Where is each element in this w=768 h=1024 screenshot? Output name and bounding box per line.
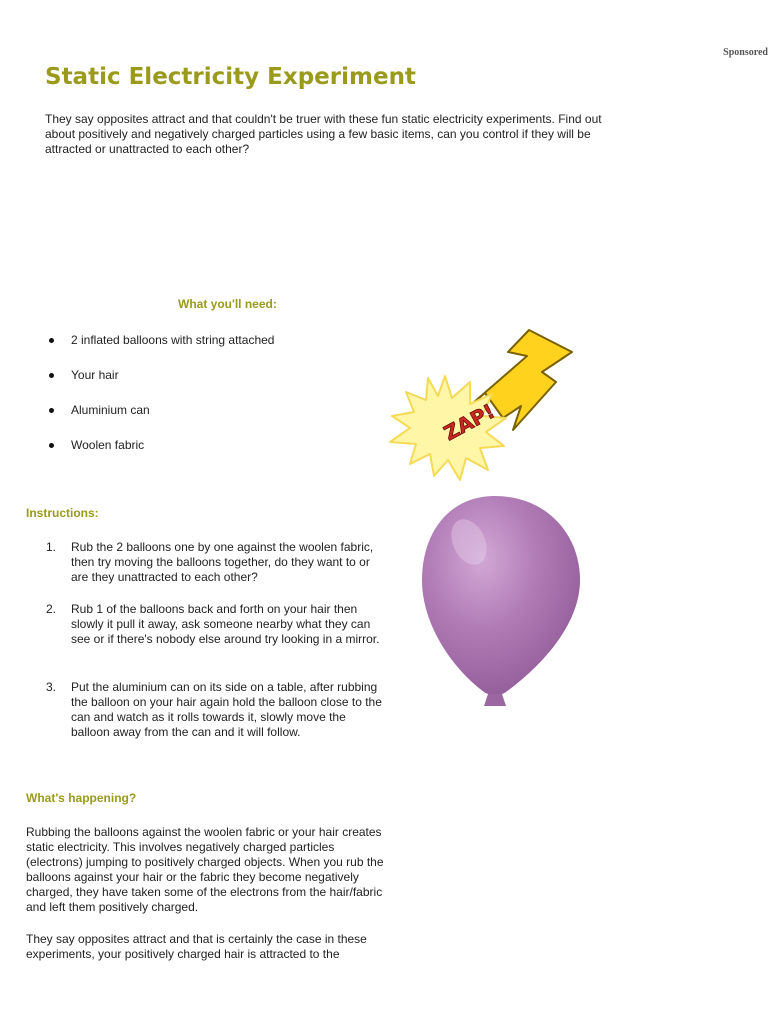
intro-paragraph: They say opposites attract and that couldn't be truer with these fun static electricity experiments. Find out about positively and negatively charged particles using a few basic items, can you control if they will be attracted or unattracted to each other?	[45, 112, 602, 156]
instructions-heading: Instructions:	[26, 506, 99, 520]
list-item-label: Aluminium can	[71, 403, 150, 417]
instructions-list	[46, 540, 386, 740]
step-number: 2.	[46, 602, 57, 616]
page-title: Static Electricity Experiment	[45, 64, 416, 90]
bullet-icon	[49, 338, 54, 343]
instruction-step	[46, 540, 386, 602]
balloon-icon	[414, 490, 586, 720]
zap-lightning-icon	[380, 320, 580, 488]
sponsored-label: Sponsored	[723, 47, 768, 58]
bullet-icon	[49, 373, 54, 378]
happening-heading: What's happening?	[26, 791, 137, 805]
list-item	[48, 368, 274, 403]
step-number: 3.	[46, 680, 57, 694]
step-text: Put the aluminium can on its side on a table, after rubbing the balloon on your hair again hold the balloon close to the can and watch as it rolls towards it, slowly move the balloon away from the can and it will follow.	[71, 680, 382, 739]
explanation-paragraph: Rubbing the balloons against the woolen fabric or your hair creates static electricity. This involves negatively charged particles (electrons) jumping to positively charged objects. When you rub the balloons against your hair or the fabric they become negatively charged, they have taken some of the electrons from the hair/fabric and left them positively charged.	[26, 825, 384, 914]
needs-list	[48, 333, 274, 473]
bullet-icon	[49, 443, 54, 448]
list-item	[48, 333, 274, 368]
instruction-step	[46, 602, 386, 680]
instruction-step	[46, 680, 386, 740]
list-item-label: Your hair	[71, 368, 119, 382]
zap-text: ZAP!	[439, 398, 499, 446]
list-item-label: Woolen fabric	[71, 438, 145, 452]
list-item	[48, 438, 274, 473]
explanation-paragraph: They say opposites attract and that is certainly the case in these experiments, your positively charged hair is attracted to the	[26, 932, 367, 961]
bullet-icon	[49, 408, 54, 413]
needs-heading: What you'll need:	[178, 297, 277, 311]
step-text: Rub the 2 balloons one by one against the woolen fabric, then try moving the balloons together, do they want to or are they unattracted to each other?	[71, 540, 374, 584]
step-text: Rub 1 of the balloons back and forth on your hair then slowly it pull it away, ask someone nearby what they can see or if there's nobody else around try looking in a mirror.	[71, 602, 380, 646]
list-item-label: 2 inflated balloons with string attached	[71, 333, 275, 347]
list-item	[48, 403, 274, 438]
step-number: 1.	[46, 540, 57, 554]
